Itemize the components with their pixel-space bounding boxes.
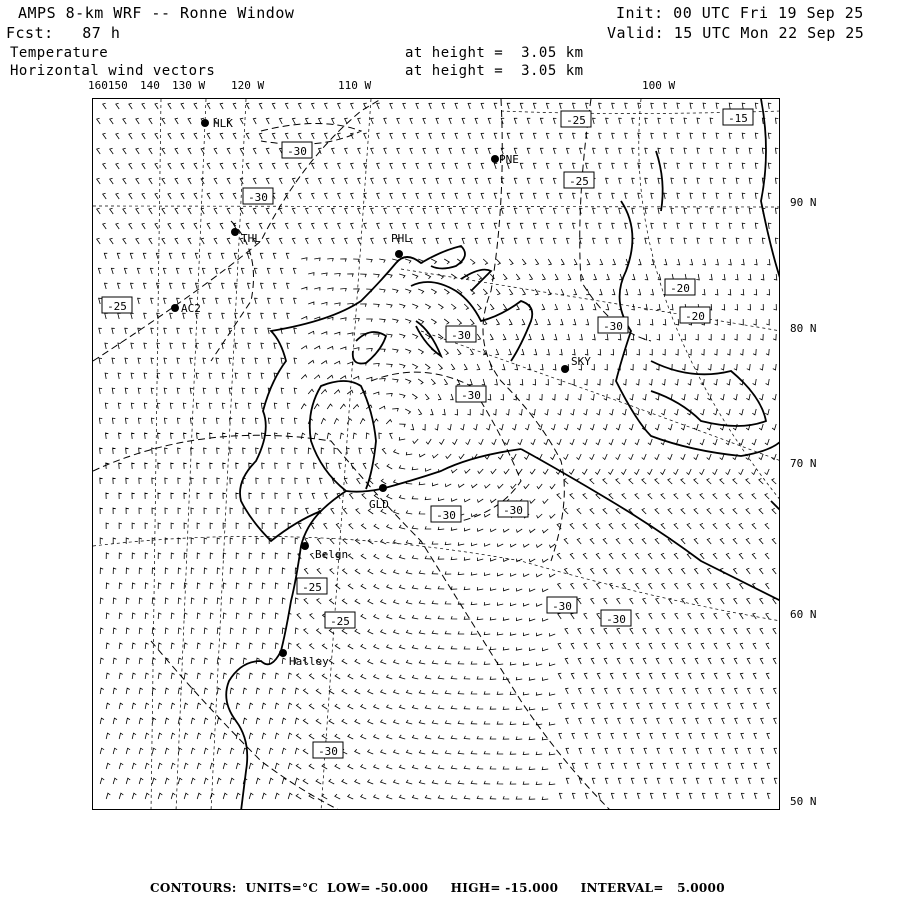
contour-label [498, 501, 528, 517]
contour-label-text: -30 [461, 389, 481, 402]
station-label: Halley [289, 655, 329, 668]
lat-label: 60 N [790, 608, 817, 621]
coastline-path [310, 381, 521, 492]
map-canvas [93, 99, 780, 810]
forecast-hour: Fcst: 87 h [6, 24, 121, 42]
height-label-temperature: at height = 3.05 km [405, 45, 584, 61]
lon-label: 160150 [88, 79, 128, 92]
contour-label-text: -25 [569, 175, 589, 188]
field-label-temperature: Temperature [10, 45, 109, 61]
contour-label [325, 612, 355, 628]
lon-label: 100 W [642, 79, 676, 92]
station-pne [491, 153, 519, 166]
lat-label: 80 N [790, 322, 817, 335]
station-phl [391, 232, 411, 258]
contour-label [601, 610, 631, 626]
graticule-line [639, 99, 780, 501]
height-label-wind: at height = 3.05 km [405, 63, 584, 79]
contour-label [547, 597, 577, 613]
contour-label-text: -30 [552, 600, 572, 613]
map-panel [92, 98, 780, 810]
station-label: SKY [571, 355, 591, 368]
contour-label [102, 297, 132, 313]
contour-line [261, 124, 361, 145]
contour-label-text: -30 [318, 745, 338, 758]
graticule-line [176, 99, 206, 810]
station-ac2 [171, 302, 201, 315]
contour-label-text: -20 [685, 310, 705, 323]
station-thl [231, 228, 261, 245]
lat-label: 90 N [790, 196, 817, 209]
map-title: AMPS 8-km WRF -- Ronne Window [18, 4, 295, 22]
station-marker [491, 155, 499, 163]
graticule-line [93, 206, 780, 207]
contour-label [561, 111, 591, 127]
lon-label: 110 W [338, 79, 372, 92]
station-marker [279, 649, 287, 657]
contour-label [243, 188, 273, 204]
contour-label [564, 172, 594, 188]
station-label: Belgn [315, 548, 349, 561]
lon-label: 130 W [172, 79, 206, 92]
contour-label-text: -25 [566, 114, 586, 127]
station-label: PHL [391, 232, 411, 245]
wind-vector-field [97, 103, 779, 799]
valid-time: Valid: 15 UTC Mon 22 Sep 25 [607, 24, 865, 42]
contour-label-text: -30 [451, 329, 471, 342]
station-marker [395, 250, 403, 258]
lon-label: 140 [140, 79, 160, 92]
contour-label-text: -20 [670, 282, 690, 295]
contour-label [598, 317, 628, 333]
contour-label [297, 578, 327, 594]
graticule-line [401, 269, 780, 331]
lat-label: 70 N [790, 457, 817, 470]
contour-label [431, 506, 461, 522]
contour-line [371, 372, 521, 521]
contour-label [680, 307, 710, 323]
coastline-path [461, 270, 491, 291]
contour-label-text: -25 [302, 581, 322, 594]
contour-label-text: -30 [606, 613, 626, 626]
contour-label-text: -30 [503, 504, 523, 517]
station-label: HLK [213, 117, 233, 130]
station-marker [301, 542, 309, 550]
contour-label [313, 742, 343, 758]
station-label: GLD [369, 498, 389, 511]
contour-info-footer: CONTOURS: UNITS=°C LOW= -50.000 HIGH= -15.000 INTERVAL= 5.0000 [150, 881, 725, 895]
coastline-path [411, 282, 532, 361]
lat-label: 50 N [790, 795, 817, 808]
station-marker [171, 304, 179, 312]
station-layer [171, 117, 591, 668]
graticule-line [321, 99, 371, 810]
wind-barbs [97, 103, 779, 799]
station-sky [561, 355, 591, 373]
temperature-contours [93, 99, 651, 810]
contour-label-text: -25 [330, 615, 350, 628]
coastline-path [651, 361, 766, 426]
station-marker [231, 228, 239, 236]
station-marker [201, 119, 209, 127]
contour-label [282, 142, 312, 158]
contour-label-text: -25 [107, 300, 127, 313]
coastline-path [240, 246, 465, 541]
contour-label-layer [102, 109, 753, 758]
contour-label [456, 386, 486, 402]
coastline-path [761, 99, 780, 281]
station-marker [561, 365, 569, 373]
contour-label-text: -30 [248, 191, 268, 204]
graticule-line [93, 536, 780, 621]
station-belgn [301, 542, 348, 561]
lon-label: 120 W [231, 79, 265, 92]
contour-label-text: -30 [436, 509, 456, 522]
contour-line [483, 99, 564, 561]
contour-label [665, 279, 695, 295]
init-time: Init: 00 UTC Fri 19 Sep 25 [616, 4, 864, 22]
contour-line [580, 99, 651, 341]
contour-label-text: -15 [728, 112, 748, 125]
field-label-wind: Horizontal wind vectors [10, 63, 216, 79]
contour-label [723, 109, 753, 125]
graticule-line [211, 99, 246, 810]
station-label: AC2 [181, 302, 201, 315]
station-label: PNE [499, 153, 519, 166]
station-gld [369, 484, 389, 511]
station-marker [379, 484, 387, 492]
station-label: THL [241, 232, 261, 245]
contour-label-text: -30 [603, 320, 623, 333]
contour-label [446, 326, 476, 342]
coastline-path [656, 151, 663, 211]
contour-label-text: -30 [287, 145, 307, 158]
station-halley [279, 649, 329, 668]
station-hlk [201, 117, 233, 130]
